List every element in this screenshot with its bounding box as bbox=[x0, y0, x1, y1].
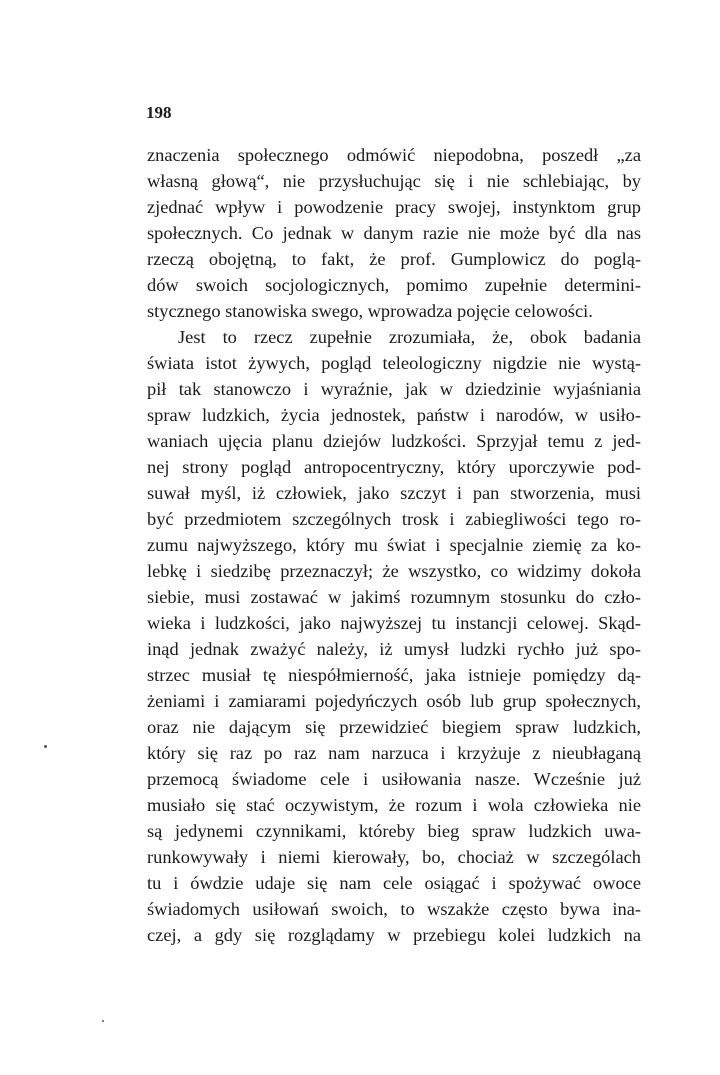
text-line: strzec musiał tę niespółmierność, jaka istnieje pomiędzy dą- bbox=[147, 665, 641, 685]
text-line: tu i ówdzie udaje się nam cele osiągać i spożywać owoce bbox=[147, 873, 641, 893]
text-line: stycznego stanowiska swego, wprowadza pojęcie celowości. bbox=[147, 301, 593, 321]
text-line: są jedynemi czynnikami, któreby bieg spraw ludzkich uwa- bbox=[147, 821, 641, 841]
text-line: rzeczą obojętną, to fakt, że prof. Gumplowicz do poglą- bbox=[147, 249, 641, 269]
text-line: świata istot żywych, pogląd teleologiczny nigdzie nie wystą- bbox=[147, 353, 641, 373]
text-line: zjednać wpływ i powodzenie pracy swojej, instynktom grup bbox=[147, 197, 641, 217]
text-line: przemocą świadome cele i usiłowania nasze. Wcześnie już bbox=[147, 769, 641, 789]
text-line: runkowywały i niemi kierowały, bo, chociaż w szczególach bbox=[147, 847, 641, 867]
text-line: dów swoich socjologicznych, pomimo zupełnie determini- bbox=[147, 275, 641, 295]
text-line: być przedmiotem szczególnych trosk i zabiegliwości tego ro- bbox=[147, 509, 641, 529]
text-line: inąd jednak zważyć należy, iż umysł ludzki rychło już spo- bbox=[147, 639, 641, 659]
text-line: który się raz po raz nam narzuca i krzyżuje z nieubłaganą bbox=[147, 743, 641, 763]
text-line: świadomych usiłowań swoich, to wszakże często bywa ina- bbox=[147, 899, 641, 919]
text-line: waniach ujęcia planu dziejów ludzkości. Sprzyjał temu z jed- bbox=[147, 431, 641, 451]
text-line: zumu najwyższego, który mu świat i specjalnie ziemię za ko- bbox=[147, 535, 641, 555]
text-line: wieka i ludzkości, jako najwyższej tu instancji celowej. Skąd- bbox=[147, 613, 641, 633]
text-line: oraz nie dającym się przewidzieć biegiem spraw ludzkich, bbox=[147, 717, 641, 737]
text-line: żeniami i zamiarami pojedyńczych osób lub grup społecznych, bbox=[147, 691, 641, 711]
text-line: lebkę i siedzibę przeznaczył; że wszystko, co widzimy dokoła bbox=[147, 561, 641, 581]
text-line: siebie, musi zostawać w jakimś rozumnym stosunku do czło- bbox=[147, 587, 641, 607]
text-line: czej, a gdy się rozglądamy w przebiegu kolei ludzkich na bbox=[147, 925, 641, 945]
text-line: musiało się stać oczywistym, że rozum i wola człowieka nie bbox=[147, 795, 641, 815]
text-line: pił tak stanowczo i wyraźnie, jak w dziedzinie wyjaśniania bbox=[147, 379, 641, 399]
text-line: znaczenia społecznego odmówić niepodobna, poszedł „za bbox=[147, 145, 641, 165]
text-line: nej strony pogląd antropocentryczny, który uporczywie pod- bbox=[147, 457, 641, 477]
scan-speck bbox=[102, 1020, 104, 1022]
scan-speck bbox=[44, 745, 47, 748]
text-line: społecznych. Co jednak w danym razie nie może być dla nas bbox=[147, 223, 641, 243]
page-number: 198 bbox=[146, 103, 172, 122]
text-line: Jest to rzecz zupełnie zrozumiała, że, obok badania bbox=[178, 327, 641, 347]
text-line: spraw ludzkich, życia jednostek, państw i narodów, w usiło- bbox=[147, 405, 641, 425]
text-line: własną głową“, nie przysłuchując się i nie schlebiając, by bbox=[147, 171, 641, 191]
text-line: suwał myśl, iż człowiek, jako szczyt i pan stworzenia, musi bbox=[147, 483, 641, 503]
